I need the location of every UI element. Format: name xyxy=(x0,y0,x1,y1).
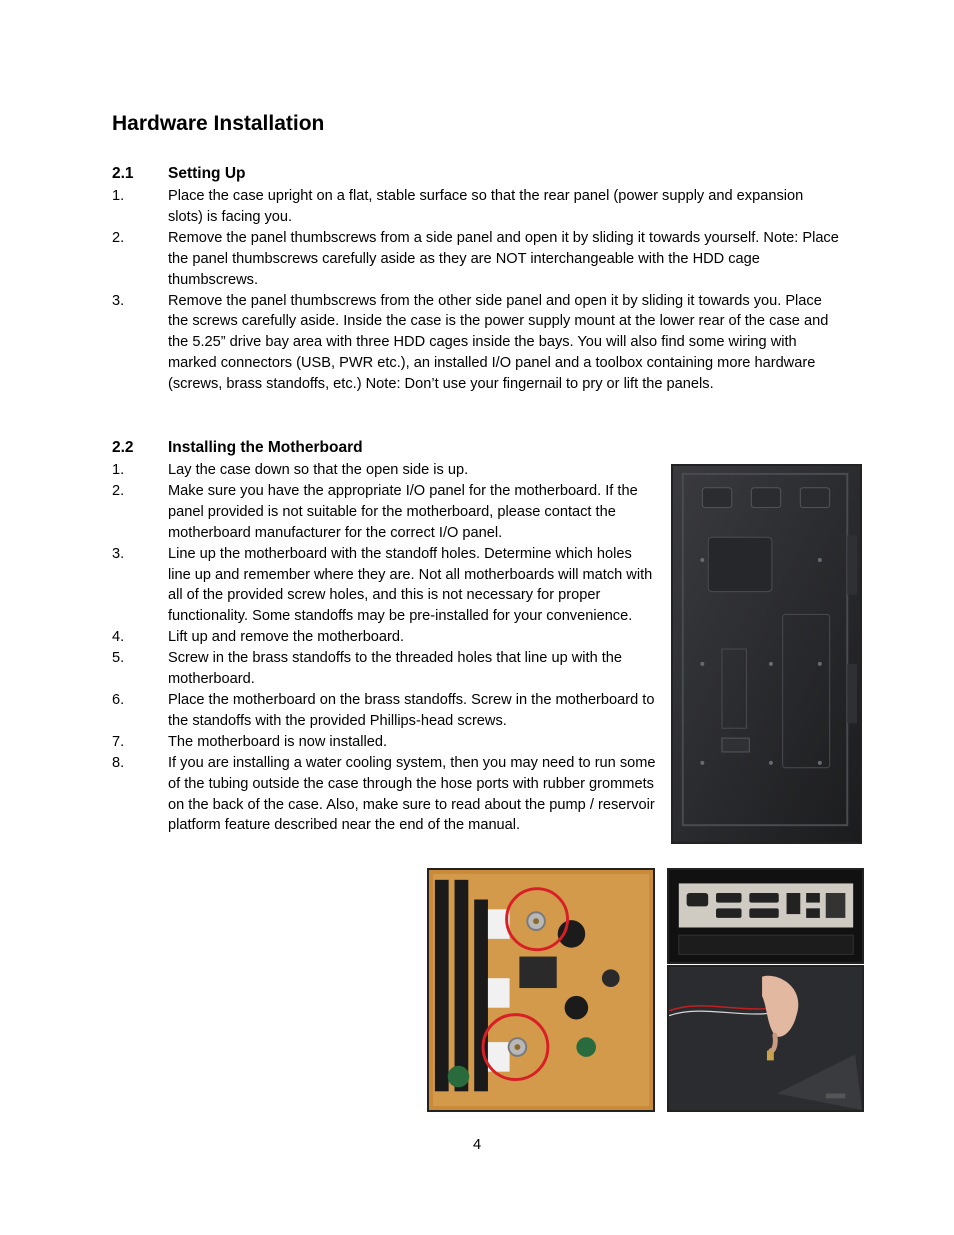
step-number: 8. xyxy=(112,754,125,771)
list-item xyxy=(112,753,658,837)
step-text: If you are installing a water cooling system, then you may need to run some of the tubing outside the case through the hose ports with rubber grommets on the back of the case. Also, make sure to read about the pump / reservoir platform feature described near the end of the manual. xyxy=(168,754,656,834)
step-text: Place the case upright on a flat, stable surface so that the rear panel (power supply and expansion slots) is facing you. xyxy=(168,188,804,225)
setting-up-steps xyxy=(112,186,842,395)
io-panel-illustration xyxy=(669,870,862,962)
standoff-install-illustration xyxy=(669,967,862,1110)
list-item xyxy=(112,544,658,628)
step-number: 5. xyxy=(112,650,125,667)
section-heading-setting-up xyxy=(112,165,246,183)
motherboard-steps xyxy=(112,460,658,836)
section-title: Installing the Motherboard xyxy=(168,439,363,456)
step-number: 3. xyxy=(112,545,125,562)
case-interior-illustration xyxy=(673,466,860,842)
list-item xyxy=(112,228,842,291)
step-text: Remove the panel thumbscrews from a side panel and open it by sliding it towards yourself. Note: Place the panel thumbscrews carefully aside as they are NOT interchangeable with the HDD cage thumbscrews. xyxy=(168,229,839,288)
list-item xyxy=(112,291,842,396)
step-number: 3. xyxy=(112,292,125,309)
step-number: 6. xyxy=(112,691,125,708)
list-item xyxy=(112,460,658,481)
step-text: Lift up and remove the motherboard. xyxy=(168,629,405,646)
step-number: 4. xyxy=(112,629,125,646)
motherboard-standoffs-illustration xyxy=(429,870,653,1110)
step-text: Screw in the brass standoffs to the threaded holes that line up with the motherboard. xyxy=(168,650,623,688)
page-title: Hardware Installation xyxy=(112,112,325,135)
section-title: Setting Up xyxy=(168,165,246,182)
list-item xyxy=(112,732,658,753)
step-number: 7. xyxy=(112,733,125,750)
step-number: 1. xyxy=(112,188,125,204)
section-heading-installing-motherboard xyxy=(112,439,363,457)
list-item xyxy=(112,690,658,732)
motherboard-standoffs-photo xyxy=(427,868,655,1112)
section-number: 2.1 xyxy=(112,165,134,182)
step-text: Lay the case down so that the open side is up. xyxy=(168,462,469,478)
list-item xyxy=(112,186,842,228)
list-item xyxy=(112,627,658,648)
case-interior-photo xyxy=(671,464,862,844)
step-text: Place the motherboard on the brass standoffs. Screw in the motherboard to the standoffs with the provided Phillips-head screws. xyxy=(168,691,655,729)
list-item xyxy=(112,648,658,690)
standoff-install-photo xyxy=(667,965,864,1112)
section-number: 2.2 xyxy=(112,439,134,456)
list-item xyxy=(112,481,658,544)
step-number: 1. xyxy=(112,462,125,478)
step-text: The motherboard is now installed. xyxy=(168,733,388,750)
io-panel-photo xyxy=(667,868,864,964)
step-number: 2. xyxy=(112,482,125,499)
step-number: 2. xyxy=(112,229,125,246)
step-text: Line up the motherboard with the standoff holes. Determine which holes line up and remember where they are. Not all motherboards will match with all of the provided screw holes, and this is not necessary for proper functionality. Some standoffs may be pre-installed for your convenience. xyxy=(168,545,653,625)
step-text: Make sure you have the appropriate I/O panel for the motherboard. If the panel provided is not suitable for the motherboard, please contact the motherboard manufacturer for the correct I/O panel. xyxy=(168,482,638,541)
page-number: 4 xyxy=(472,1137,482,1153)
step-text: Remove the panel thumbscrews from the other side panel and open it by sliding it towards you. Place the screws carefully aside. Inside the case is the power supply mount at the lower rear of the case and the 5.25” drive bay area with three HDD cages inside the bays. You will also find some wiring with marked connectors (USB, PWR etc.), an installed I/O panel and a toolbox containing more hardware (screws, brass standoffs, etc.) Note: Don’t use your fingernail to pry or lift the panels. xyxy=(168,292,829,393)
